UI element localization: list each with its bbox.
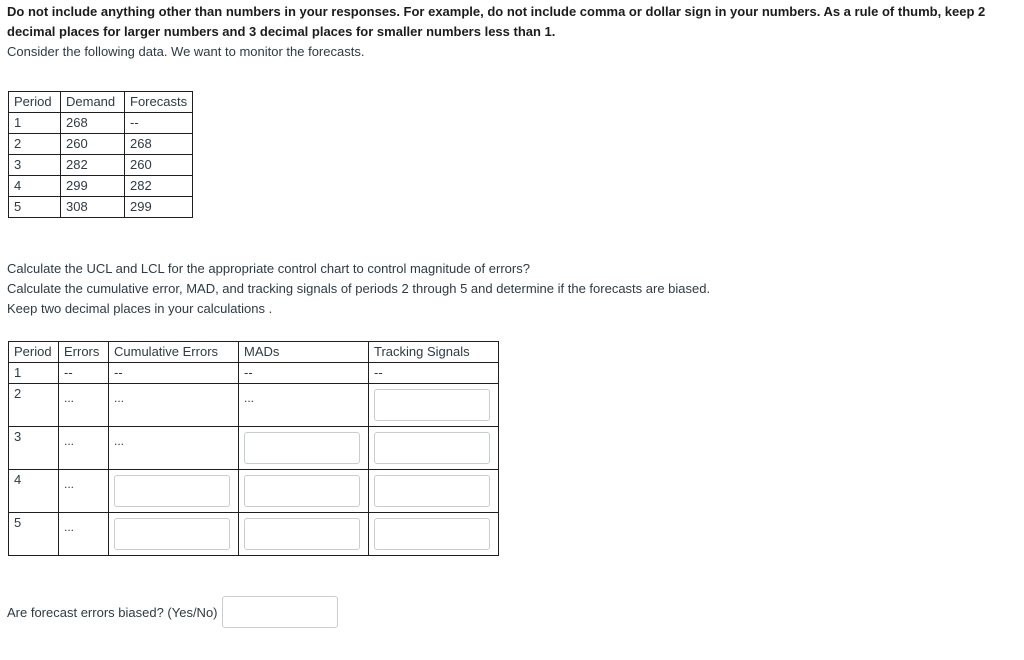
cell-cumulative xyxy=(109,513,239,556)
questions-block xyxy=(7,259,710,319)
cell-tracking xyxy=(369,427,499,470)
cell-period: 5 xyxy=(9,197,61,218)
header-demand: Demand xyxy=(61,92,125,113)
cumulative-error-input-period-4[interactable] xyxy=(114,475,230,507)
cell-period: 4 xyxy=(9,176,61,197)
tracking-signal-input-period-3[interactable] xyxy=(374,432,490,464)
instructions-consider-text: Consider the following data. We want to monitor the forecasts. xyxy=(7,44,365,59)
cell-forecast: 282 xyxy=(125,176,193,197)
answer-table-header-row xyxy=(9,342,499,363)
header-errors: Errors xyxy=(59,342,109,363)
table-row xyxy=(9,427,499,470)
cell-demand: 268 xyxy=(61,113,125,134)
cell-period: 3 xyxy=(9,427,59,470)
cumulative-error-input-period-5[interactable] xyxy=(114,518,230,550)
biased-question-label: Are forecast errors biased? (Yes/No) xyxy=(7,604,218,620)
cell-forecast: 268 xyxy=(125,134,193,155)
header-tracking-signals: Tracking Signals xyxy=(369,342,499,363)
cell-mads xyxy=(239,470,369,513)
data-table-header-row xyxy=(9,92,193,113)
header-period: Period xyxy=(9,342,59,363)
cell-mads xyxy=(239,384,369,427)
tracking-signal-input-period-4[interactable] xyxy=(374,475,490,507)
cell-tracking xyxy=(369,513,499,556)
biased-question-row xyxy=(7,596,338,628)
errors-placeholder: ... xyxy=(64,391,75,405)
cell-forecast: -- xyxy=(125,113,193,134)
cell-cumulative: -- xyxy=(109,363,239,384)
question-tracking: Calculate the cumulative error, MAD, and tracking signals of periods 2 through 5 and determine if the forecasts are biased. xyxy=(7,281,711,296)
mads-placeholder: ... xyxy=(244,391,255,405)
cell-tracking xyxy=(369,470,499,513)
data-table xyxy=(8,91,193,218)
question-decimals: Keep two decimal places in your calculations . xyxy=(7,301,273,316)
cell-demand: 282 xyxy=(61,155,125,176)
table-row xyxy=(9,384,499,427)
errors-placeholder: ... xyxy=(64,520,75,534)
cell-demand: 308 xyxy=(61,197,125,218)
cumulative-placeholder: ... xyxy=(114,434,125,448)
header-mads: MADs xyxy=(239,342,369,363)
table-row xyxy=(9,155,193,176)
cell-period: 5 xyxy=(9,513,59,556)
table-row xyxy=(9,513,499,556)
cell-period: 1 xyxy=(9,113,61,134)
cell-forecast: 260 xyxy=(125,155,193,176)
cell-errors xyxy=(59,427,109,470)
header-forecasts: Forecasts xyxy=(125,92,193,113)
cell-cumulative xyxy=(109,384,239,427)
cell-mads xyxy=(239,427,369,470)
cell-mads xyxy=(239,513,369,556)
cell-errors xyxy=(59,513,109,556)
tracking-signal-input-period-5[interactable] xyxy=(374,518,490,550)
cell-demand: 299 xyxy=(61,176,125,197)
instructions-bold-text: Do not include anything other than numbers in your responses. For example, do not include comma or dollar sign in your numbers. As a rule of thumb, keep 2 decimal places for larger numbers and 3 decimal places for smaller numbers less than 1. xyxy=(7,4,986,39)
cell-period: 2 xyxy=(9,384,59,427)
cell-tracking xyxy=(369,384,499,427)
cell-demand: 260 xyxy=(61,134,125,155)
cell-mads: -- xyxy=(239,363,369,384)
table-row xyxy=(9,197,193,218)
cell-errors xyxy=(59,384,109,427)
instructions-block xyxy=(7,2,1007,62)
mad-input-period-5[interactable] xyxy=(244,518,360,550)
question-ucl-lcl: Calculate the UCL and LCL for the appropriate control chart to control magnitude of errors? xyxy=(7,261,530,276)
answer-table xyxy=(8,341,499,556)
header-cumulative-errors: Cumulative Errors xyxy=(109,342,239,363)
cell-tracking: -- xyxy=(369,363,499,384)
table-row xyxy=(9,470,499,513)
cell-cumulative xyxy=(109,427,239,470)
errors-placeholder: ... xyxy=(64,477,75,491)
cumulative-placeholder: ... xyxy=(114,391,125,405)
cell-period: 4 xyxy=(9,470,59,513)
tracking-signal-input-period-2[interactable] xyxy=(374,389,490,421)
mad-input-period-3[interactable] xyxy=(244,432,360,464)
table-row xyxy=(9,176,193,197)
cell-cumulative xyxy=(109,470,239,513)
table-row xyxy=(9,363,499,384)
cell-period: 2 xyxy=(9,134,61,155)
cell-errors xyxy=(59,470,109,513)
table-row xyxy=(9,134,193,155)
biased-answer-input[interactable] xyxy=(222,596,338,628)
mad-input-period-4[interactable] xyxy=(244,475,360,507)
header-period: Period xyxy=(9,92,61,113)
cell-period: 1 xyxy=(9,363,59,384)
errors-placeholder: ... xyxy=(64,434,75,448)
cell-forecast: 299 xyxy=(125,197,193,218)
table-row xyxy=(9,113,193,134)
cell-period: 3 xyxy=(9,155,61,176)
cell-errors: -- xyxy=(59,363,109,384)
